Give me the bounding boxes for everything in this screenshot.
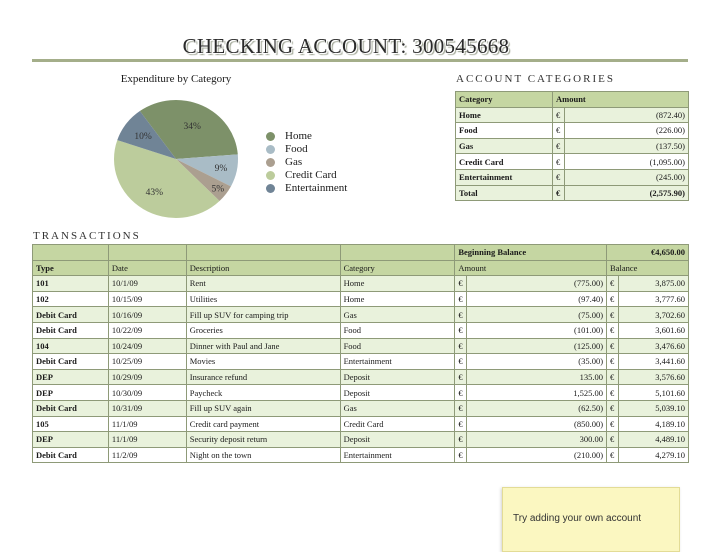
table-row: [33, 338, 689, 354]
transaction-type: 105: [33, 416, 109, 432]
total-amount: (2,575.90): [565, 185, 689, 201]
category-row: [456, 123, 689, 139]
beginning-balance-label: Beginning Balance: [455, 245, 607, 261]
pie-slice-label: 43%: [145, 188, 164, 198]
transaction-type: Debit Card: [33, 354, 109, 370]
transaction-balance: 4,189.10: [619, 416, 689, 432]
empty-cell: [33, 245, 109, 261]
currency-symbol: €: [607, 338, 619, 354]
table-row: [33, 385, 689, 401]
transaction-category: Home: [340, 291, 455, 307]
transaction-description: Utilities: [186, 291, 340, 307]
beginning-balance-row: [33, 245, 689, 261]
legend-label: Home: [285, 130, 312, 142]
transaction-category: Home: [340, 276, 455, 292]
currency-symbol: €: [553, 107, 565, 123]
transaction-amount: (97.40): [467, 291, 607, 307]
column-header-amount: Amount: [455, 260, 607, 276]
currency-symbol: €: [607, 369, 619, 385]
transaction-date: 10/22/09: [108, 322, 186, 338]
column-header-description: Description: [186, 260, 340, 276]
currency-symbol: €: [455, 400, 467, 416]
currency-symbol: €: [455, 432, 467, 448]
category-row: [456, 107, 689, 123]
table-header-row: [456, 92, 689, 108]
currency-symbol: €: [607, 307, 619, 323]
pie-slice-label: 10%: [134, 131, 152, 142]
currency-symbol: €: [607, 385, 619, 401]
category-amount: (226.00): [565, 123, 689, 139]
currency-symbol: €: [455, 338, 467, 354]
transaction-category: Gas: [340, 400, 455, 416]
legend-item: [266, 156, 347, 169]
transaction-date: 11/1/09: [108, 432, 186, 448]
table-row: [33, 369, 689, 385]
transaction-amount: 1,525.00: [467, 385, 607, 401]
column-header-date: Date: [108, 260, 186, 276]
currency-symbol: €: [455, 354, 467, 370]
empty-cell: [108, 245, 186, 261]
transaction-amount: 300.00: [467, 432, 607, 448]
transaction-balance: 5,039.10: [619, 400, 689, 416]
transaction-balance: 4,489.10: [619, 432, 689, 448]
currency-symbol: €: [455, 322, 467, 338]
transaction-type: Debit Card: [33, 447, 109, 463]
currency-symbol: €: [607, 354, 619, 370]
transaction-description: Rent: [186, 276, 340, 292]
transaction-amount: (125.00): [467, 338, 607, 354]
currency-symbol: €: [607, 416, 619, 432]
transaction-balance: 3,875.00: [619, 276, 689, 292]
transaction-balance: 4,279.10: [619, 447, 689, 463]
transaction-amount: (210.00): [467, 447, 607, 463]
transaction-type: DEP: [33, 432, 109, 448]
category-amount: (245.00): [565, 169, 689, 185]
currency-symbol: €: [455, 307, 467, 323]
transaction-type: Debit Card: [33, 322, 109, 338]
transaction-balance: 3,601.60: [619, 322, 689, 338]
currency-symbol: €: [455, 385, 467, 401]
transaction-type: 104: [33, 338, 109, 354]
category-name: Gas: [456, 138, 553, 154]
beginning-balance-value: €4,650.00: [607, 245, 689, 261]
transaction-amount: (35.00): [467, 354, 607, 370]
transaction-category: Entertainment: [340, 447, 455, 463]
transaction-description: Credit card payment: [186, 416, 340, 432]
transaction-category: Deposit: [340, 369, 455, 385]
account-categories-table: [455, 91, 689, 201]
transaction-amount: (850.00): [467, 416, 607, 432]
transaction-category: Food: [340, 338, 455, 354]
transaction-description: Night on the town: [186, 447, 340, 463]
currency-symbol: €: [553, 169, 565, 185]
legend-swatch: [266, 158, 275, 167]
transaction-date: 10/15/09: [108, 291, 186, 307]
table-row: [33, 416, 689, 432]
empty-cell: [340, 245, 455, 261]
currency-symbol: €: [455, 447, 467, 463]
column-header-balance: Balance: [607, 260, 689, 276]
transaction-description: Dinner with Paul and Jane: [186, 338, 340, 354]
transaction-type: 101: [33, 276, 109, 292]
currency-symbol: €: [455, 369, 467, 385]
category-row: [456, 154, 689, 170]
currency-symbol: €: [553, 138, 565, 154]
category-name: Credit Card: [456, 154, 553, 170]
category-name: Food: [456, 123, 553, 139]
table-row: [33, 432, 689, 448]
transaction-description: Insurance refund: [186, 369, 340, 385]
transaction-category: Gas: [340, 307, 455, 323]
transaction-amount: 135.00: [467, 369, 607, 385]
transaction-date: 10/31/09: [108, 400, 186, 416]
legend-item: [266, 169, 347, 182]
transaction-balance: 5,101.60: [619, 385, 689, 401]
currency-symbol: €: [455, 416, 467, 432]
transaction-type: DEP: [33, 369, 109, 385]
transaction-date: 10/29/09: [108, 369, 186, 385]
column-header-amount: Amount: [553, 92, 689, 108]
currency-symbol: €: [607, 447, 619, 463]
transaction-amount: (101.00): [467, 322, 607, 338]
currency-symbol: €: [455, 291, 467, 307]
transaction-amount: (775.00): [467, 276, 607, 292]
legend-swatch: [266, 132, 275, 141]
table-row: [33, 322, 689, 338]
pie-slice-label: 9%: [214, 163, 228, 174]
legend-swatch: [266, 171, 275, 180]
transactions-heading: TRANSACTIONS: [33, 230, 141, 242]
column-header-category: Category: [456, 92, 553, 108]
legend-label: Food: [285, 143, 308, 155]
legend-label: Gas: [285, 156, 303, 168]
legend-item: [266, 130, 347, 143]
transaction-category: Deposit: [340, 432, 455, 448]
transaction-category: Food: [340, 322, 455, 338]
legend-label: Credit Card: [285, 169, 337, 181]
transaction-description: Movies: [186, 354, 340, 370]
currency-symbol: €: [607, 276, 619, 292]
table-header-row: [33, 260, 689, 276]
transaction-type: 102: [33, 291, 109, 307]
transaction-category: Credit Card: [340, 416, 455, 432]
transaction-balance: 3,476.60: [619, 338, 689, 354]
category-row: [456, 138, 689, 154]
transaction-balance: 3,777.60: [619, 291, 689, 307]
table-row: [33, 447, 689, 463]
sticky-note-text: Try adding your own account: [513, 513, 642, 524]
category-name: Home: [456, 107, 553, 123]
title-divider: [32, 59, 688, 62]
transaction-description: Security deposit return: [186, 432, 340, 448]
currency-symbol: €: [607, 400, 619, 416]
table-row: [33, 276, 689, 292]
currency-symbol: €: [607, 322, 619, 338]
table-row: [33, 354, 689, 370]
currency-symbol: €: [553, 185, 565, 201]
category-amount: (1,095.00): [565, 154, 689, 170]
total-row: [456, 185, 689, 201]
legend-label: Entertainment: [285, 182, 348, 194]
transaction-amount: (75.00): [467, 307, 607, 323]
table-row: [33, 400, 689, 416]
total-label: Total: [456, 185, 553, 201]
transaction-balance: 3,441.60: [619, 354, 689, 370]
pie-slice-label: 34%: [183, 121, 201, 132]
legend-swatch: [266, 184, 275, 193]
category-name: Entertainment: [456, 169, 553, 185]
transaction-date: 11/2/09: [108, 447, 186, 463]
transaction-date: 11/1/09: [108, 416, 186, 432]
transaction-date: 10/16/09: [108, 307, 186, 323]
transaction-date: 10/30/09: [108, 385, 186, 401]
currency-symbol: €: [607, 432, 619, 448]
pie-slice-label: 5%: [211, 184, 225, 195]
empty-cell: [186, 245, 340, 261]
transaction-description: Fill up SUV again: [186, 400, 340, 416]
currency-symbol: €: [553, 154, 565, 170]
transaction-type: Debit Card: [33, 400, 109, 416]
transaction-date: 10/25/09: [108, 354, 186, 370]
transaction-category: Deposit: [340, 385, 455, 401]
transaction-balance: 3,702.60: [619, 307, 689, 323]
column-header-category: Category: [340, 260, 455, 276]
transaction-description: Paycheck: [186, 385, 340, 401]
currency-symbol: €: [553, 123, 565, 139]
currency-symbol: €: [455, 276, 467, 292]
transaction-date: 10/1/09: [108, 276, 186, 292]
account-categories-heading: ACCOUNT CATEGORIES: [456, 73, 615, 85]
category-amount: (872.40): [565, 107, 689, 123]
transaction-type: DEP: [33, 385, 109, 401]
sticky-note[interactable]: [502, 487, 680, 552]
column-header-type: Type: [33, 260, 109, 276]
currency-symbol: €: [607, 291, 619, 307]
transaction-type: Debit Card: [33, 307, 109, 323]
transaction-balance: 3,576.60: [619, 369, 689, 385]
table-row: [33, 307, 689, 323]
transaction-category: Entertainment: [340, 354, 455, 370]
transaction-description: Groceries: [186, 322, 340, 338]
chart-legend: [266, 130, 347, 195]
legend-swatch: [266, 145, 275, 154]
pie-chart: [104, 92, 254, 222]
category-row: [456, 169, 689, 185]
table-row: [33, 291, 689, 307]
transaction-date: 10/24/09: [108, 338, 186, 354]
transactions-table: [32, 244, 689, 463]
transaction-description: Fill up SUV for camping trip: [186, 307, 340, 323]
chart-title: Expenditure by Category: [120, 73, 232, 85]
legend-item: [266, 143, 347, 156]
category-amount: (137.50): [565, 138, 689, 154]
transaction-amount: (62.50): [467, 400, 607, 416]
legend-item: [266, 182, 347, 195]
page-title: CHECKING ACCOUNT: 300545668: [182, 34, 510, 58]
